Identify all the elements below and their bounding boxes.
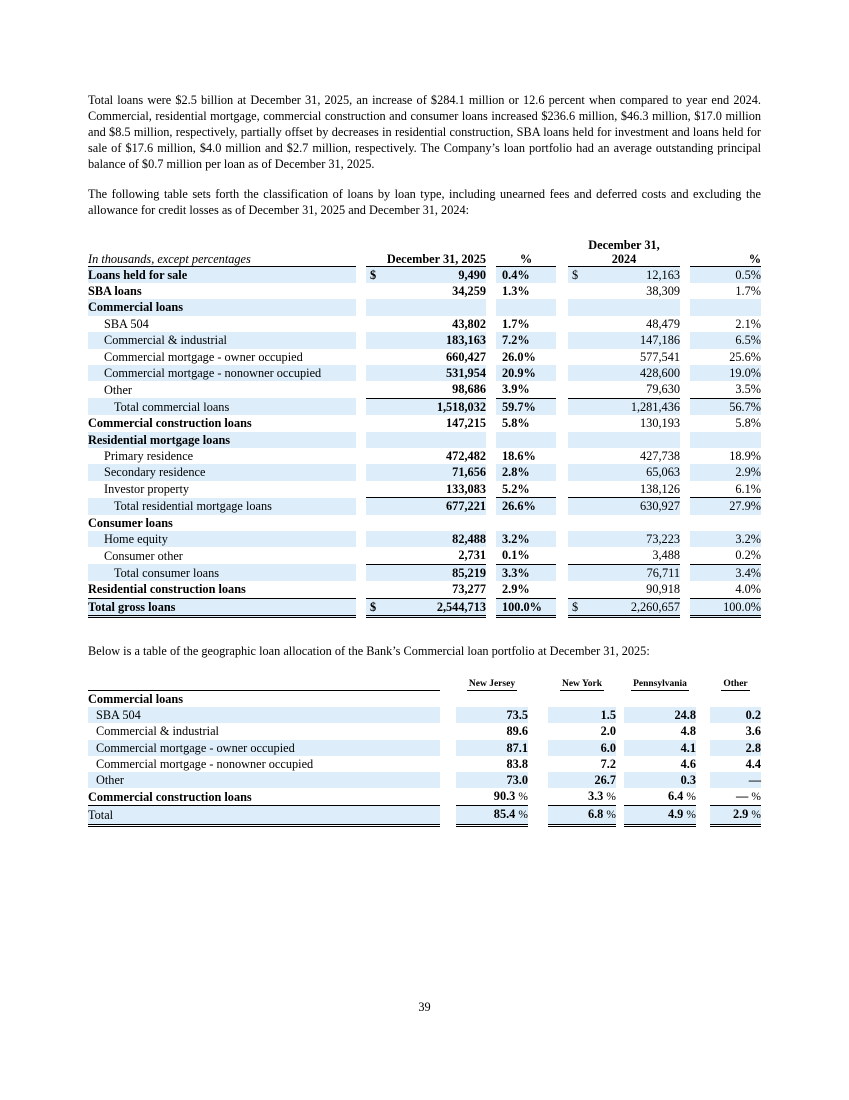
row-label: Other bbox=[104, 382, 132, 397]
row-label: Other bbox=[88, 772, 440, 788]
row-label: Total residential mortgage loans bbox=[88, 498, 356, 515]
value-2025 bbox=[366, 299, 486, 315]
value-new-york: 7.2 bbox=[600, 756, 616, 771]
value-new-jersey: 90.3 % bbox=[456, 788, 528, 806]
header-label: In thousands, except percentages bbox=[88, 236, 356, 266]
row-label: Residential construction loans bbox=[88, 581, 356, 598]
table-row bbox=[88, 788, 761, 806]
value-2024: 65,063 bbox=[568, 464, 680, 480]
table-row bbox=[88, 547, 761, 564]
table-row bbox=[88, 498, 761, 515]
row-label: Consumer loans bbox=[88, 515, 173, 530]
table-row bbox=[88, 481, 761, 498]
pct-2025: 18.6% bbox=[502, 448, 536, 463]
pct-2024: 6.5% bbox=[690, 332, 761, 348]
pct-2024 bbox=[690, 299, 761, 315]
row-label: Commercial mortgage - nonowner occupied bbox=[88, 365, 356, 381]
row-label: Total commercial loans bbox=[88, 398, 356, 415]
row-label: Secondary residence bbox=[88, 464, 356, 480]
table-row bbox=[88, 381, 761, 398]
pct-2025: 0.1% bbox=[496, 547, 556, 564]
pct-2025: 20.9% bbox=[496, 365, 556, 381]
value-new-york: 1.5 bbox=[548, 707, 616, 723]
table-row bbox=[88, 806, 761, 825]
value-2025 bbox=[366, 432, 486, 448]
value-new-york: 2.0 bbox=[600, 724, 616, 739]
value-pennsylvania: 4.8 bbox=[680, 724, 696, 739]
value-pennsylvania: 4.9 % bbox=[624, 806, 696, 825]
value-new-jersey: 73.5 bbox=[456, 707, 528, 723]
pct-2024: 100.0% bbox=[690, 598, 761, 616]
value-new-york: 6.8 % bbox=[548, 806, 616, 825]
geo-table-body bbox=[88, 691, 761, 826]
table-row bbox=[88, 723, 761, 739]
loans-by-type-table bbox=[88, 236, 761, 618]
row-label: Commercial & industrial bbox=[96, 724, 219, 739]
pct-2024: 19.0% bbox=[690, 365, 761, 381]
table-row bbox=[88, 365, 761, 381]
value-2025: 98,686 bbox=[366, 381, 486, 398]
pct-2025: 5.2% bbox=[496, 481, 556, 498]
value-2024: 130,193 bbox=[640, 416, 680, 431]
row-label: Total consumer loans bbox=[88, 564, 356, 581]
value-pennsylvania bbox=[624, 691, 696, 708]
table-row bbox=[88, 581, 761, 598]
value-2025: 677,221 bbox=[366, 498, 486, 515]
pct-2024 bbox=[690, 432, 761, 448]
row-label: Commercial mortgage - owner occupied bbox=[88, 740, 440, 756]
row-label: Consumer other bbox=[104, 548, 183, 563]
value-2024: 428,600 bbox=[568, 365, 680, 381]
table-row bbox=[88, 432, 761, 448]
value-pennsylvania: 4.1 bbox=[624, 740, 696, 756]
value-2025: 183,163 bbox=[366, 332, 486, 348]
pct-2025: 7.2% bbox=[496, 332, 556, 348]
pct-2025: 26.6% bbox=[496, 498, 556, 515]
value-2024: 138,126 bbox=[568, 481, 680, 498]
header-other: Other bbox=[723, 678, 748, 689]
pct-2024: 3.4% bbox=[690, 564, 761, 581]
value-2025: 1,518,032 bbox=[366, 398, 486, 415]
currency-symbol: $ bbox=[572, 599, 579, 614]
table-row bbox=[88, 266, 761, 283]
value-other: 0.2 bbox=[710, 707, 761, 723]
value-new-jersey: 73.0 bbox=[456, 772, 528, 788]
pct-2024: 2.1% bbox=[735, 316, 761, 331]
value-2024: 90,918 bbox=[568, 581, 680, 598]
value-new-jersey: 87.1 bbox=[456, 740, 528, 756]
row-label: Total gross loans bbox=[88, 598, 356, 616]
pct-2025: 1.3% bbox=[502, 283, 530, 298]
pct-2025: 26.0% bbox=[502, 349, 536, 364]
row-label: Loans held for sale bbox=[88, 266, 356, 283]
table-row bbox=[88, 707, 761, 723]
value-pennsylvania: 4.6 bbox=[680, 756, 696, 771]
table-row bbox=[88, 299, 761, 315]
value-other bbox=[710, 691, 761, 708]
pct-2024: 4.0% bbox=[690, 581, 761, 598]
row-label: SBA loans bbox=[88, 283, 142, 298]
value-2024 bbox=[568, 515, 680, 531]
table-intro-paragraph: The following table sets forth the classification of loans by loan type, including unearned fees and deferred costs and excluding the allowance for credit losses as of December 31, 2025 and December 31, 2024: bbox=[88, 187, 761, 217]
geographic-allocation-table bbox=[88, 676, 761, 827]
pct-2025: 59.7% bbox=[496, 398, 556, 415]
table-row bbox=[88, 740, 761, 756]
header-dec-2024-line1: December 31, bbox=[588, 237, 660, 252]
table-row bbox=[88, 598, 761, 616]
value-2024: 630,927 bbox=[568, 498, 680, 515]
value-2025: 73,277 bbox=[366, 581, 486, 598]
pct-2025 bbox=[496, 432, 556, 448]
table-row bbox=[88, 332, 761, 348]
table-row bbox=[88, 564, 761, 581]
table-row bbox=[88, 316, 761, 332]
row-label: Commercial loans bbox=[88, 692, 184, 706]
value-2024: 577,541 bbox=[640, 349, 680, 364]
value-2025: 34,259 bbox=[452, 283, 486, 298]
table-row bbox=[88, 464, 761, 480]
table-row bbox=[88, 398, 761, 415]
value-2024: 76,711 bbox=[568, 564, 680, 581]
percent-sign: % bbox=[606, 809, 616, 822]
value-other: 2.9 % bbox=[710, 806, 761, 825]
value-pennsylvania: 0.3 bbox=[624, 772, 696, 788]
value-2024: 3,488 bbox=[568, 547, 680, 564]
row-label: Commercial mortgage - owner occupied bbox=[104, 349, 303, 364]
row-label: Commercial construction loans bbox=[88, 416, 252, 431]
pct-2024: 5.8% bbox=[735, 416, 761, 431]
value-2025: 472,482 bbox=[446, 448, 486, 463]
pct-2025: 3.9% bbox=[496, 381, 556, 398]
value-2024: 427,738 bbox=[640, 448, 680, 463]
row-label: Commercial mortgage - nonowner occupied bbox=[96, 756, 314, 771]
value-2025: 82,488 bbox=[366, 531, 486, 547]
geo-intro-paragraph: Below is a table of the geographic loan allocation of the Bank’s Commercial loan portfolio at December 31, 2025: bbox=[88, 644, 650, 658]
pct-2025 bbox=[496, 299, 556, 315]
pct-2025: 5.8% bbox=[502, 416, 530, 431]
percent-sign: % bbox=[686, 809, 696, 822]
value-2024: $ 12,163 bbox=[568, 266, 680, 283]
table-row bbox=[88, 349, 761, 365]
percent-sign: % bbox=[751, 791, 761, 804]
percent-sign: % bbox=[518, 791, 528, 804]
pct-2024: 0.2% bbox=[690, 547, 761, 564]
row-label: Home equity bbox=[88, 531, 356, 547]
header-new-jersey: New Jersey bbox=[468, 678, 516, 689]
value-new-jersey: 89.6 bbox=[506, 724, 528, 739]
pct-2024: 3.5% bbox=[690, 381, 761, 398]
value-2025: 2,731 bbox=[366, 547, 486, 564]
pct-2024: 25.6% bbox=[729, 349, 761, 364]
header-dec-2024-line2: 2024 bbox=[611, 251, 637, 266]
intro-paragraph: Total loans were $2.5 billion at December 31, 2025, an increase of $284.1 million or 12.6 percent when compared to year end 2024. Commercial, residential mortgage, commercial construction and consumer loans increased $236.6 million, $46.3 million, $17.0 million and $8.5 million, respectively, partially offset by decreases in residential construction, SBA loans held for investment and loans held for sale of $17.6 million, $4.0 million and $2.7 million, respectively. The Company’s loan portfolio had an average outstanding principal balance of $0.7 million per loan as of December 31, 2025. bbox=[88, 93, 761, 171]
value-2025 bbox=[366, 515, 486, 531]
header-dec-2024 bbox=[568, 236, 680, 266]
percent-sign: % bbox=[751, 809, 761, 822]
pct-2024: 3.2% bbox=[690, 531, 761, 547]
value-2025: 147,215 bbox=[446, 416, 486, 431]
percent-sign: % bbox=[606, 791, 616, 804]
value-2025: 531,954 bbox=[366, 365, 486, 381]
value-new-york: 26.7 bbox=[548, 772, 616, 788]
value-2025: 71,656 bbox=[366, 464, 486, 480]
value-other: 3.6 bbox=[745, 724, 761, 739]
value-new-jersey bbox=[456, 691, 528, 708]
value-2025: $ 2,544,713 bbox=[366, 598, 486, 616]
value-other: — % bbox=[710, 788, 761, 806]
value-other: 2.8 bbox=[710, 740, 761, 756]
value-2024: 1,281,436 bbox=[568, 398, 680, 415]
pct-2024: 18.9% bbox=[729, 448, 761, 463]
pct-2024: 2.9% bbox=[690, 464, 761, 480]
value-new-york: 6.0 bbox=[548, 740, 616, 756]
header-dec-2025: December 31, 2025 bbox=[366, 236, 486, 266]
pct-2024: 56.7% bbox=[690, 398, 761, 415]
header-pct-2024: % bbox=[690, 236, 761, 266]
pct-2024: 6.1% bbox=[690, 481, 761, 498]
value-2024: 147,186 bbox=[568, 332, 680, 348]
table-row bbox=[88, 415, 761, 431]
value-2025: 660,427 bbox=[446, 349, 486, 364]
value-new-jersey: 85.4 % bbox=[456, 806, 528, 825]
table-row bbox=[88, 756, 761, 772]
value-2025: 85,219 bbox=[366, 564, 486, 581]
value-other: 4.4 bbox=[745, 756, 761, 771]
value-new-york: 3.3 % bbox=[548, 788, 616, 806]
value-2024: 73,223 bbox=[568, 531, 680, 547]
header-pct-2025: % bbox=[496, 236, 556, 266]
row-label: Primary residence bbox=[104, 448, 194, 463]
row-label: SBA 504 bbox=[104, 316, 149, 331]
value-new-york bbox=[548, 691, 616, 708]
row-label: Commercial loans bbox=[88, 299, 356, 315]
loans-table-body bbox=[88, 266, 761, 617]
value-2024 bbox=[568, 432, 680, 448]
table-row bbox=[88, 283, 761, 299]
pct-2024: 27.9% bbox=[690, 498, 761, 515]
value-2024: 79,630 bbox=[568, 381, 680, 398]
pct-2025: 2.9% bbox=[496, 581, 556, 598]
percent-sign: % bbox=[518, 809, 528, 822]
table-row bbox=[88, 448, 761, 464]
value-2024: 48,479 bbox=[646, 316, 680, 331]
currency-symbol: $ bbox=[370, 599, 377, 614]
table-row bbox=[88, 515, 761, 531]
table-row bbox=[88, 531, 761, 547]
currency-symbol: $ bbox=[370, 267, 377, 282]
row-label: SBA 504 bbox=[88, 707, 440, 723]
value-2024: $ 2,260,657 bbox=[568, 598, 680, 616]
pct-2024 bbox=[690, 515, 761, 531]
value-other: — bbox=[710, 772, 761, 788]
pct-2024: 1.7% bbox=[735, 283, 761, 298]
pct-2025: 2.8% bbox=[496, 464, 556, 480]
value-2025: 133,083 bbox=[366, 481, 486, 498]
pct-2025: 0.4% bbox=[496, 266, 556, 283]
pct-2025 bbox=[496, 515, 556, 531]
percent-sign: % bbox=[686, 791, 696, 804]
value-pennsylvania: 24.8 bbox=[624, 707, 696, 723]
pct-2024: 0.5% bbox=[690, 266, 761, 283]
row-label: Total bbox=[88, 806, 440, 825]
value-pennsylvania: 6.4 % bbox=[624, 788, 696, 806]
pct-2025: 3.2% bbox=[496, 531, 556, 547]
pct-2025: 1.7% bbox=[502, 316, 530, 331]
row-label: Commercial construction loans bbox=[88, 788, 440, 806]
header-pennsylvania: Pennsylvania bbox=[633, 678, 687, 689]
table-row bbox=[88, 691, 761, 708]
header-new-york: New York bbox=[561, 678, 603, 689]
pct-2025: 100.0% bbox=[496, 598, 556, 616]
page-number: 39 bbox=[418, 1000, 431, 1014]
row-label: Commercial & industrial bbox=[88, 332, 356, 348]
table-row bbox=[88, 772, 761, 788]
currency-symbol: $ bbox=[572, 267, 579, 282]
value-2024: 38,309 bbox=[646, 283, 680, 298]
value-2025: 43,802 bbox=[452, 316, 486, 331]
row-label: Investor property bbox=[104, 482, 190, 497]
value-2024 bbox=[568, 299, 680, 315]
value-new-jersey: 83.8 bbox=[506, 756, 528, 771]
pct-2025: 3.3% bbox=[496, 564, 556, 581]
value-2025: $ 9,490 bbox=[366, 266, 486, 283]
row-label: Residential mortgage loans bbox=[88, 432, 356, 448]
